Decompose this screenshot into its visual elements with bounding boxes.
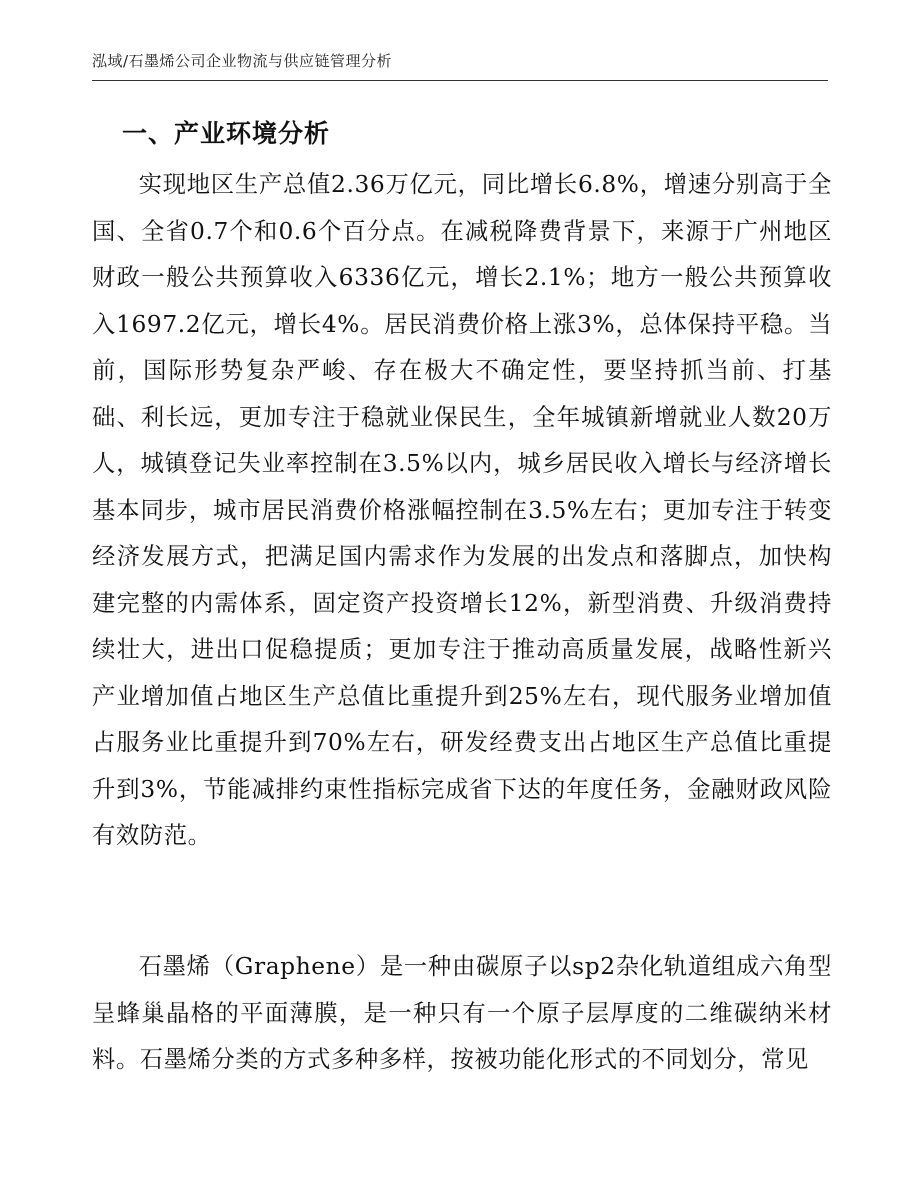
running-header: 泓域/石墨烯公司企业物流与供应链管理分析 [92,52,393,70]
paragraph-graphene [92,944,832,1084]
header-rule [92,80,828,81]
paragraph-text: 石墨烯（Graphene）是一种由碳原子以sp2杂化轨道组成六角型呈蜂巢晶格的平面薄膜，是一种只有一个原子层厚度的二维碳纳米材料。石墨烯分类的方式多种多样，按被功能化形式的不同划分，常见 [92,953,832,1073]
paragraph-economy [92,162,832,860]
section-heading: 一、产业环境分析 [122,119,331,148]
paragraph-text: 实现地区生产总值2.36万亿元，同比增长6.8%，增速分别高于全国、全省0.7个和0.6个百分点。在减税降费背景下，来源于广州地区财政一般公共预算收入6336亿元，增长2.1%；地方一般公共预算收入1697.2亿元，增长4%。居民消费价格上涨3%，总体保持平稳。当前，国际形势复杂严峻、存在极大不确定性，要坚持抓当前、打基础、利长远，更加专注于稳就业保民生，全年城镇新增就业人数20万人，城镇登记失业率控制在3.5%以内，城乡居民收入增长与经济增长基本同步，城市居民消费价格涨幅控制在3.5%左右；更加专注于转变经济发展方式，把满足国内需求作为发展的出发点和落脚点，加快构建完整的内需体系，固定资产投资增长12%，新型消费、升级消费持续壮大，进出口促稳提质；更加专注于推动高质量发展，战略性新兴产业增加值占地区生产总值比重提升到25%左右，现代服务业增加值占服务业比重提升到70%左右，研发经费支出占地区生产总值比重提升到3%，节能减排约束性指标完成省下达的年度任务，金融财政风险有效防范。 [92,171,832,849]
